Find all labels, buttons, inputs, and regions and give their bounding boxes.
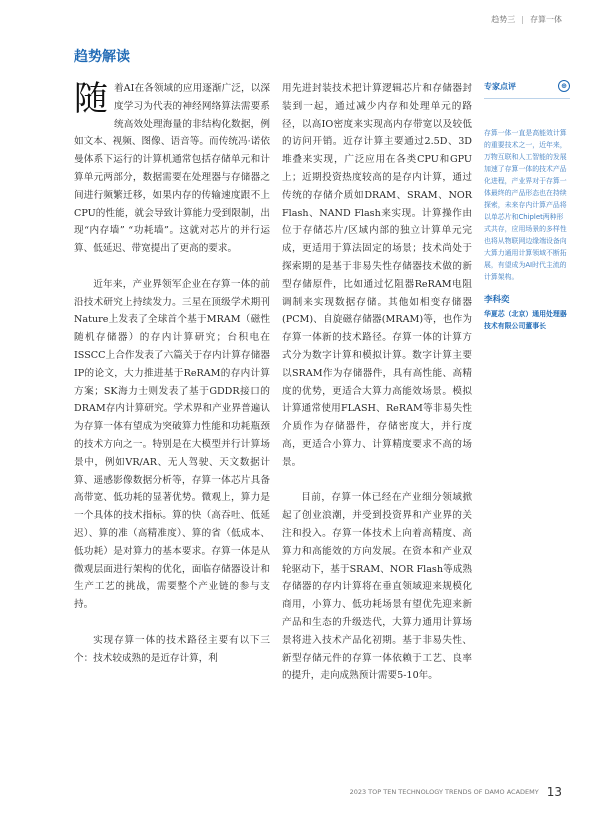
page-number: 13 [546, 785, 562, 799]
page-footer [350, 785, 562, 799]
expert-comment-header [484, 80, 570, 99]
section-title: 趋势解读 [74, 49, 130, 65]
drop-cap: 随 [74, 79, 108, 119]
paragraph-intro-text: 着AI在各领域的应用逐渐广泛，以深度学习为代表的神经网络算法需要系统高效处理海量的非结构化数据，例如文本、视频、图像、语音等。而传统冯·诺依曼体系下运行的计算机通常包括存储单元和计算单元两部分，数据需要在处理器与存储器之间进行频繁迁移，如果内存的传输速度跟不上CPU的性能，就会导致计算能力受到限制，出现“内存墙” “功耗墙”。这就对芯片的并行运算、低延迟、带宽提出了更高的要求。 [74, 83, 270, 255]
paragraph-outlook: 目前，存算一体已经在产业细分领域掀起了创业浪潮，并受到投资界和产业界的关注和投入。存算一体技术上向着高精度、高算力和高能效的方向发展。在资本和产业双轮驱动下，基于SRAM、NOR Flash等成熟存储器的存内计算将在垂直领域迎来规模化商用，小算力、低功耗场景有望优先迎来新产品和生态的升级迭代，大算力通用计算场景将进入技术产品化初期。基于非易失性、新型存储元件的存算一体依赖于工艺、良率的提升，走向成熟预计需要5-10年。 [282, 492, 472, 682]
header-topic: 存算一体 [530, 15, 562, 24]
paragraph-paths-continued: 用先进封装技术把计算逻辑芯片和存储器封装到一起，通过减少内存和处理单元的路径，以高IO密度来实现高内存带宽以及较低的访问开销。近存计算主要通过2.5D、3D堆叠来实现，广泛应用在各类CPU和GPU上；近期投资热度较高的是存内计算，通过传统的存储介质如DRAM、SRAM、NOR Flash、NAND Flash来实现。计算操作由位于存储芯片/区域内部的独立计算单元完成，更适用于算法固定的场景；技术尚处于探索期的是基于非易失性存储器技术做的新型存储原件，比如通过忆阻器ReRAM电阻调制来实现数据存储。其他如相变存储器(PCM)、自旋磁存储器(MRAM)等，也作为存算一体新的技术路径。存算一体的计算方式分为数字计算和模拟计算。数字计算主要以SRAM作为存储器件，具有高性能、高精度的优势，更适合大算力高能效场景。模拟计算通常使用FLASH、ReRAM等非易失性介质作为存储器件，存储密度大，并行度高，更适合小算力、计算精度要求不高的场景。 [282, 83, 472, 468]
body-column-left [74, 80, 270, 667]
header-section: 趋势三 [491, 15, 516, 24]
plus-circle-icon: ⊕ [558, 80, 570, 92]
header-separator: | [521, 15, 524, 24]
paragraph-intro [74, 80, 270, 258]
expert-name: 李科奕 [484, 295, 510, 305]
expert-comment-heading: 专家点评 [484, 81, 516, 91]
paragraph-paths-start: 实现存算一体的技术路径主要有以下三个：技术较成熟的是近存计算，利 [74, 634, 270, 664]
expert-role: 华夏芯（北京）通用处理器技术有限公司董事长 [484, 310, 567, 330]
expert-comment-sidebar [484, 80, 570, 332]
paragraph-industry: 近年来，产业界领军企业在存算一体的前沿技术研究上持续发力。三星在顶级学术期刊Nature上发表了全球首个基于MRAM（磁性随机存储器）的存内计算研究；台积电在ISSCC上合作发表了六篇关于存内计算存储器IP的论文，大力推进基于ReRAM的存内计算方案；SK海力士则发表了基于GDDR接口的DRAM存内计算研究。学术界和产业界普遍认为存算一体有望成为突破算力性能和功耗瓶颈的技术方向之一。特别是在大模型并行计算场景中，例如VR/AR、无人驾驶、天文数据计算、遥感影像数据分析等，存算一体芯片具备高带宽、低功耗的显著优势。微观上，算力是一个具体的技术指标。算的快（高吞吐、低延迟）、算的准（高精准度）、算的省（低成本、低功耗）是对算力的基本要求。存算一体是从微观层面进行架构的优化，面临存储器设计和生产工艺的挑战，需要整个产业链的参与支持。 [74, 278, 270, 611]
running-header [491, 14, 562, 25]
expert-comment-body: 存算一体一直是高能效计算的重要技术之一，近年来，万物互联和人工智能的发展加速了存算一体的技术产品化进程，产业界对于存算一体最终的产品形态也在持续探索，未来存内计算产品将以单芯片和Chiplet两种形式共存，应用场景的多样性也将从物联网边缘端设备向大算力通用计算领域不断拓展，有望成为AI时代主流的计算架构。 [484, 129, 567, 281]
body-column-right [282, 80, 472, 685]
footer-text: 2023 TOP TEN TECHNOLOGY TRENDS OF DAMO ACADEMY [349, 788, 539, 796]
